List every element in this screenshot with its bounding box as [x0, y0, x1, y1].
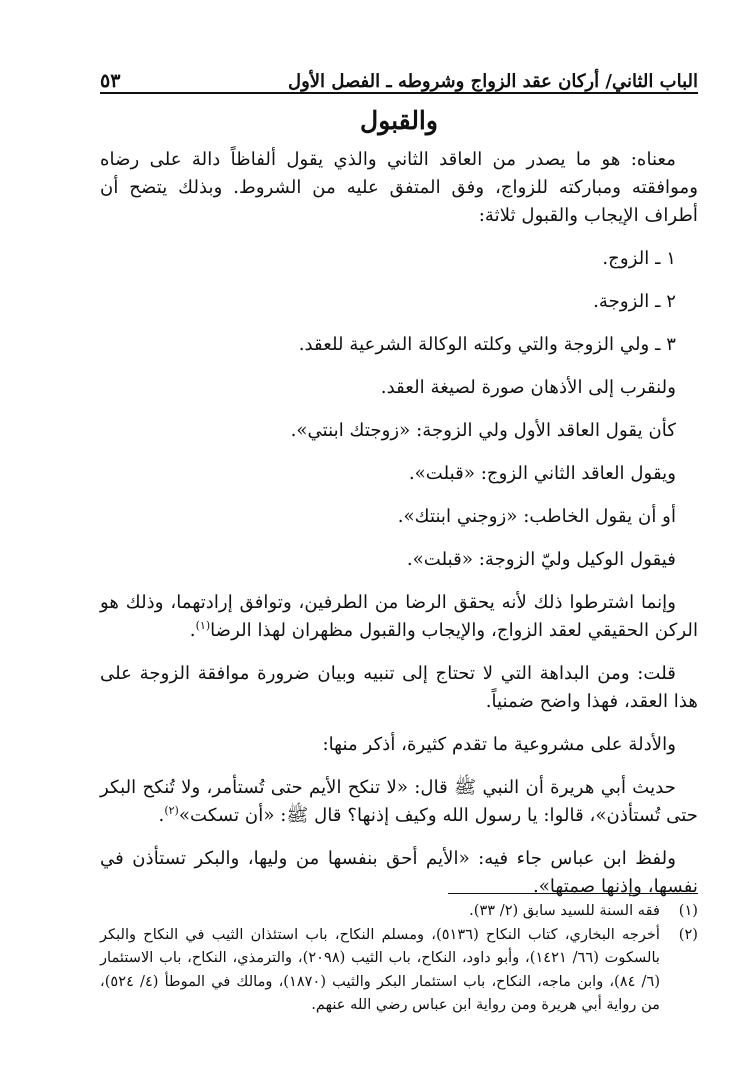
paragraph-remark: قلت: ومن البداهة التي لا تحتاج إلى تنبيه وبيان ضرورة موافقة الزوجة على هذا العقد، فهذا واضح ضمنياً.	[100, 663, 698, 712]
footnote-rule	[448, 893, 698, 894]
paragraph-evidence-intro: والأدلة على مشروعية ما تقدم كثيرة، أذكر منها:	[322, 734, 676, 755]
paragraph-hadith-abu-hurairah: حديث أبي هريرة أن النبي ﷺ قال: «لا تنكح الأيم حتى تُستأمر، ولا تُنكح البكر حتى تُستأذن»، قالوا: يا رسول الله وكيف إذنها؟ قال ﷺ: «أن تسكت»$^{(٢)}$.	[100, 777, 698, 826]
paragraph-example-2: ويقول العاقد الثاني الزوج: «قبلت».	[408, 463, 676, 484]
header-rule	[100, 92, 698, 94]
main-text	[100, 146, 698, 901]
footnote-number: (٢)	[678, 925, 698, 943]
paragraph-meaning: معناه: هو ما يصدر من العاقد الثاني والذي يقول ألفاظاً دالة على رضاه وموافقته ومباركته للزواج، وفق المتفق عليه من الشروط. وبذلك يتضح أن أطراف الإيجاب والقبول ثلاثة:	[100, 149, 698, 226]
paragraph-consent: وإنما اشترطوا ذلك لأنه يحقق الرضا من الطرفين، وتوافق إرادتهما، وذلك هو الركن الحقيقي لعقد الزواج، والإيجاب والقبول مظهران لهذا الرضا$^{(١)}$.	[100, 592, 698, 641]
running-header	[100, 52, 698, 92]
footnote-text: أخرجه البخاري، كتاب النكاح (٥١٣٦)، ومسلم النكاح، باب استئذان الثيب في النكاح والبكر بالسكوت (٦٦/ ١٤٢١)، وأبو داود، النكاح، باب الثيب (٢٠٩٨)، والترمذي، النكاح، باب الاستئمار (٦/ ٨٤)، وابن ماجه، النكاح، باب استئمار البكر والثيب (١٨٧٠)، ومالك في الموطأ (٤/ ٥٢٤)، من رواية أبي هريرة ومن رواية ابن عباس رضي الله عنهم.	[100, 925, 661, 1013]
paragraph-example-intro: ولنقرب إلى الأذهان صورة لصيغة العقد.	[380, 377, 676, 398]
chapter-title: الباب الثاني/ أركان عقد الزواج وشروطه ـ الفصل الأول	[288, 71, 698, 92]
footnote-number: (١)	[678, 902, 698, 919]
list-item-wife: ٢ ـ الزوجة.	[593, 291, 676, 312]
footnote-ref-1: (١)	[195, 618, 211, 632]
paragraph-consent-text: وإنما اشترطوا ذلك لأنه يحقق الرضا من الطرفين، وتوافق إرادتهما، وذلك هو الركن الحقيقي لعقد الزواج، والإيجاب والقبول مظهران لهذا الرضا	[100, 592, 698, 641]
footnote-1	[100, 899, 698, 923]
page-number: ٥٣	[100, 70, 121, 92]
list-item-guardian: ٣ ـ ولي الزوجة والتي وكلته الوكالة الشرعية للعقد.	[298, 334, 676, 355]
hadith-text: حديث أبي هريرة أن النبي ﷺ قال: «لا تنكح الأيم حتى تُستأمر، ولا تُنكح البكر حتى تُستأذن»، قالوا: يا رسول الله وكيف إذنها؟ قال ﷺ: «أن تسكت»	[100, 777, 698, 826]
footnote-2	[100, 923, 698, 1017]
paragraph-example-3: أو أن يقول الخاطب: «زوجني ابنتك».	[397, 506, 676, 527]
list-item-husband: ١ ـ الزوج.	[602, 248, 676, 269]
footnote-ref-2: (٢)	[164, 803, 179, 817]
section-title: والقبول	[360, 106, 438, 135]
paragraph-example-1: كأن يقول العاقد الأول ولي الزوجة: «زوجتك ابنتي».	[290, 420, 676, 441]
footnotes	[100, 899, 698, 1017]
paragraph-example-4: فيقول الوكيل وليّ الزوجة: «قبلت».	[406, 549, 676, 570]
footnote-text: فقه السنة للسيد سابق (٢/ ٣٣).	[469, 902, 660, 919]
paragraph-ibn-abbas: ولفظ ابن عباس جاء فيه: «الأيم أحق بنفسها من وليها، والبكر تستأذن في نفسها، وإذنها صمتها».	[100, 848, 698, 897]
